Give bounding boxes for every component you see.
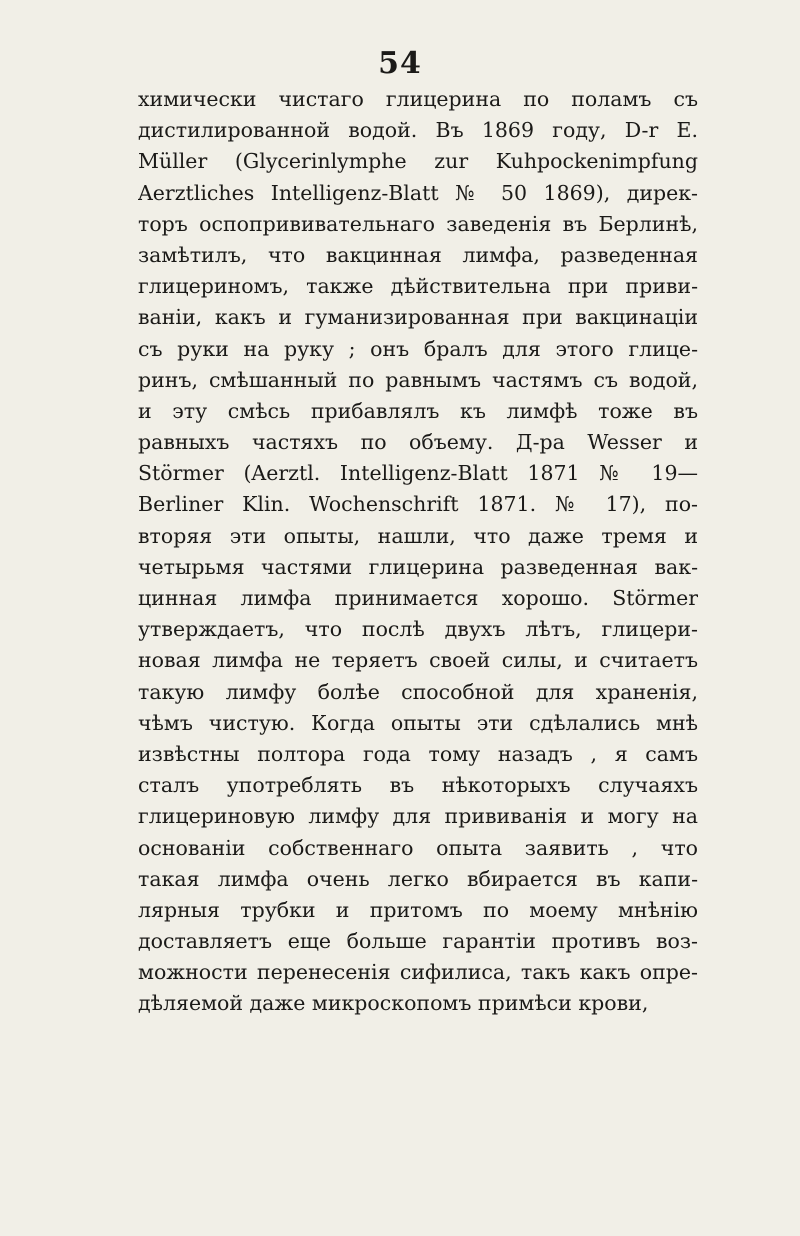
text-line: извѣстны полтора года тому назадъ , я самъ xyxy=(138,741,698,766)
text-line: торъ оспопрививательнаго заведенія въ Берлинѣ, xyxy=(138,211,698,236)
text-line: ринъ, смѣшанный по равнымъ частямъ съ водой, xyxy=(138,367,698,392)
text-line: ваніи, какъ и гуманизированная при вакцинаціи xyxy=(138,305,698,330)
text-line: равныхъ частяхъ по объему. Д-ра Wesser и xyxy=(138,430,698,455)
page-number: 54 xyxy=(378,46,422,81)
text-line: дистилированной водой. Въ 1869 году, D-r E. xyxy=(138,118,698,143)
text-line: можности перенесенія сифилиса, такъ какъ опре- xyxy=(138,960,698,985)
body-text xyxy=(138,84,698,1020)
text-line: Störmer (Aerztl. Intelligenz-Blatt 1871 № 19— xyxy=(138,461,698,486)
text-line: утверждаетъ, что послѣ двухъ лѣтъ, глицери- xyxy=(138,617,698,642)
text-line: лярныя трубки и притомъ по моему мнѣнію xyxy=(138,897,698,922)
text-line: Müller (Glycerinlymphe zur Kuhpockenimpfung xyxy=(138,149,698,174)
text-line: съ руки на руку ; онъ бралъ для этого глице- xyxy=(138,336,698,361)
text-line: чѣмъ чистую. Когда опыты эти сдѣлались мнѣ xyxy=(138,710,698,735)
text-line: четырьмя частями глицерина разведенная вак- xyxy=(138,554,698,579)
text-line: Berliner Klin. Wochenschrift 1871. № 17), по- xyxy=(138,492,698,517)
text-line: Aerztliches Intelligenz-Blatt № 50 1869), дирек- xyxy=(138,180,698,205)
text-line: основаніи собственнаго опыта заявить , что xyxy=(138,835,698,860)
text-line: глицериномъ, также дѣйствительна при приви- xyxy=(138,274,698,299)
text-line: и эту смѣсь прибавлялъ къ лимфѣ тоже въ xyxy=(138,398,698,423)
text-line: вторяя эти опыты, нашли, что даже тремя и xyxy=(138,523,698,548)
text-line: глицериновую лимфу для прививанія и могу на xyxy=(138,804,698,829)
text-line: сталъ употреблять въ нѣкоторыхъ случаяхъ xyxy=(138,773,698,798)
text-line: цинная лимфа принимается хорошо. Störmer xyxy=(138,586,698,610)
text-line: замѣтилъ, что вакцинная лимфа, разведенная xyxy=(138,242,698,267)
text-line: такую лимфу болѣе способной для храненія, xyxy=(138,679,698,704)
text-line: дѣляемой даже микроскопомъ примѣси крови, xyxy=(138,991,649,1016)
text-line: химически чистаго глицерина по поламъ съ xyxy=(138,87,698,111)
text-line: такая лимфа очень легко вбирается въ капи- xyxy=(138,866,698,891)
text-line: новая лимфа не теряетъ своей силы, и считаетъ xyxy=(138,648,698,673)
text-line: доставляетъ еще больше гарантіи противъ воз- xyxy=(138,929,698,954)
